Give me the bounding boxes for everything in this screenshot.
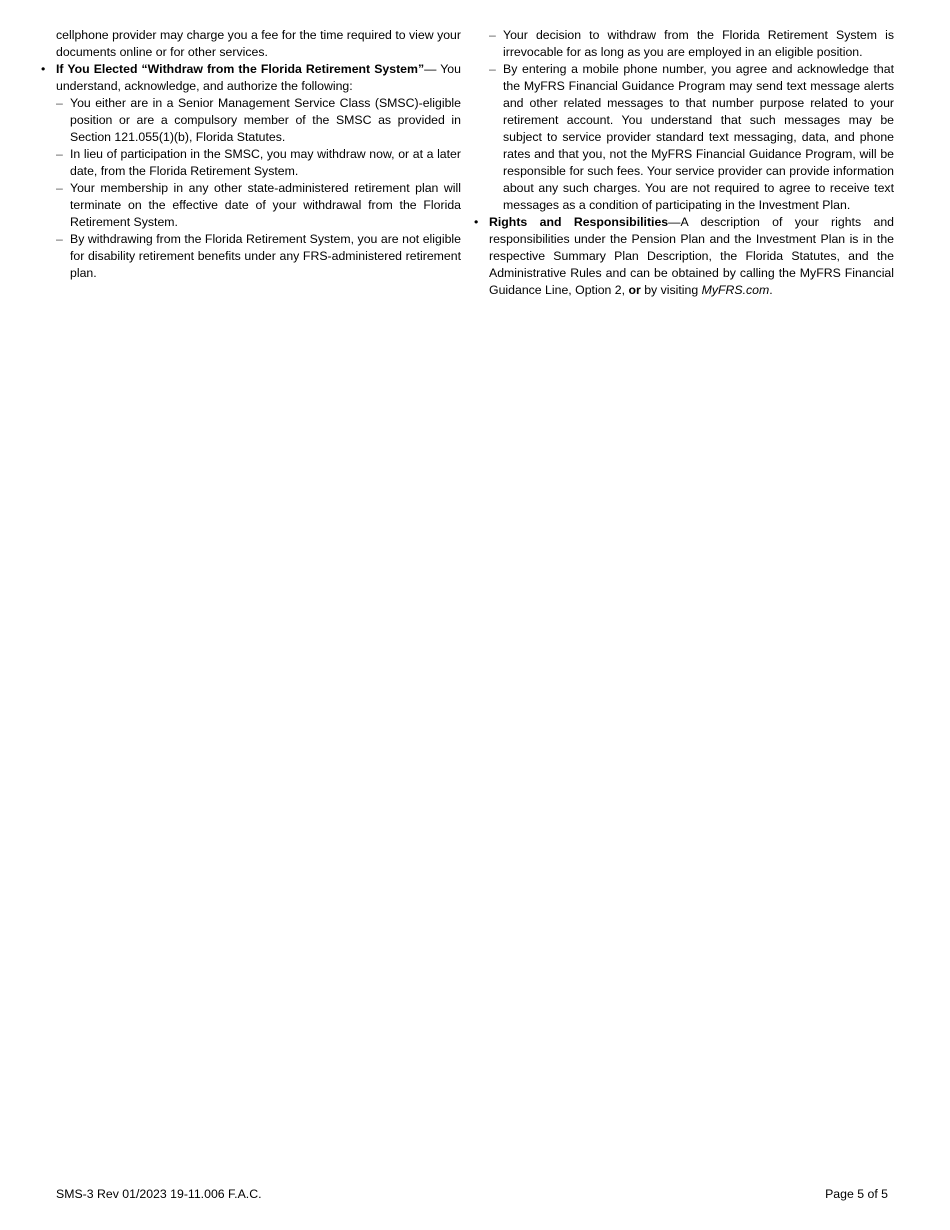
left-column xyxy=(40,27,461,282)
withdraw-heading: If You Elected “Withdraw from the Florida Retirement System” xyxy=(56,62,425,76)
rights-text-after: by visiting xyxy=(640,283,702,297)
continued-paragraph: cellphone provider may charge you a fee for the time required to view your documents online or for other services. xyxy=(56,28,461,59)
withdraw-item: – You either are in a Senior Management Service Class (SMSC)-eligible position or are a compulsory member of the SMSC as provided in Section 121.055(1)(b), Florida Statutes. xyxy=(40,95,461,146)
rights-heading: Rights and Responsibilities xyxy=(489,215,669,229)
withdraw-item: – In lieu of participation in the SMSC, you may withdraw now, or at a later date, from the Florida Retirement System. xyxy=(40,146,461,180)
rights-bullet xyxy=(473,214,894,299)
rights-text: —A description of your rights and responsibilities under the Pension Plan and the Investment Plan is in the respective Summary Plan Description, the Florida Statutes, and the Administrative Rules and can be obtained by calling the MyFRS Financial Guidance Line, Option 2, xyxy=(489,215,894,297)
withdraw-item: – Your membership in any other state-administered retirement plan will terminate on the effective date of your withdrawal from the Florida Retirement System. xyxy=(40,180,461,231)
or-word: or xyxy=(628,283,641,297)
rights-end: . xyxy=(769,283,773,297)
withdraw-intro: — You understand, acknowledge, and authorize the following: xyxy=(56,62,461,93)
withdraw-bullet xyxy=(40,61,461,95)
page-number: Page 5 of 5 xyxy=(825,1187,888,1201)
form-id: SMS-3 Rev 01/2023 19-11.006 F.A.C. xyxy=(56,1187,262,1201)
withdraw-item: – By entering a mobile phone number, you agree and acknowledge that the MyFRS Financial Guidance Program may send text message alerts and other related messages to that number purpose related to your retirement account. You understand that such messages may be subject to service provider standard text messaging, data, and phone rates and that you, not the MyFRS Financial Guidance Program, will be responsible for such fees. Your service provider can provide information about any such charges. You are not required to agree to receive text messages as a condition of participating in the Investment Plan. xyxy=(473,61,894,214)
right-column xyxy=(473,27,894,299)
withdraw-item: – Your decision to withdraw from the Florida Retirement System is irrevocable for as long as you are employed in an eligible position. xyxy=(473,27,894,61)
withdraw-item: – By withdrawing from the Florida Retirement System, you are not eligible for disability retirement benefits under any FRS-administered retirement plan. xyxy=(40,231,461,282)
website-link[interactable]: MyFRS.com xyxy=(701,283,770,297)
